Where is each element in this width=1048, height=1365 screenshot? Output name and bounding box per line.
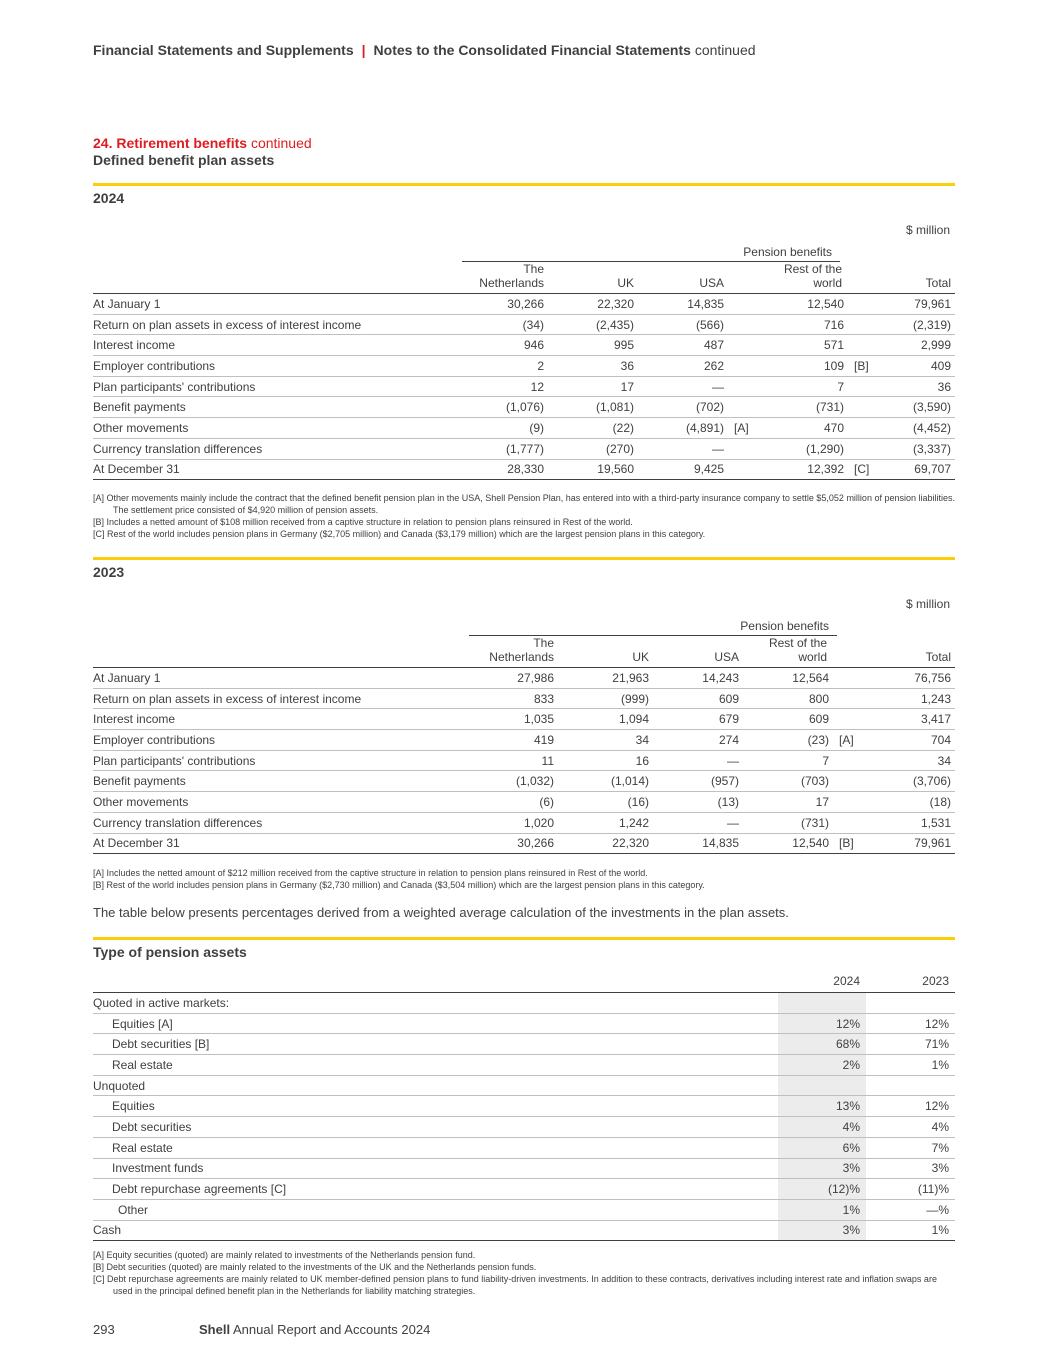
cell-value: 470 [763, 418, 848, 439]
table-row [93, 459, 955, 480]
row-label: Unquoted [93, 1075, 778, 1096]
header-row [93, 971, 955, 993]
cell-value: 12% [866, 1096, 955, 1117]
cell-value: (731) [748, 812, 833, 833]
cell-value: 22,320 [553, 294, 638, 315]
cell-value: 79,961 [888, 294, 955, 315]
cell-value: 16 [563, 750, 653, 771]
cell-value: 69,707 [888, 459, 955, 480]
footer-brand [199, 1322, 430, 1337]
header-blank [93, 971, 778, 993]
report-name: Annual Report and Accounts 2024 [232, 1322, 431, 1337]
cell-value: 409 [888, 356, 955, 377]
column-header: The Netherlands [473, 636, 558, 668]
note-ref [848, 314, 888, 335]
cell-value: 487 [643, 335, 728, 356]
table-row [93, 1179, 955, 1200]
cell-value: 3% [778, 1158, 866, 1179]
header-separator: | [361, 42, 366, 58]
column-header: Total [873, 636, 955, 668]
footnote: [B] Includes a netted amount of $108 million received from a captive structure in relation to pension plans reinsured in Rest of the world. [93, 517, 633, 527]
cell-value: 833 [473, 688, 558, 709]
row-label: Investment funds [93, 1158, 778, 1179]
header-row [93, 636, 955, 668]
cell-value: 3,417 [873, 709, 955, 730]
note-ref [728, 397, 763, 418]
row-label: Return on plan assets in excess of interest income [93, 314, 463, 335]
cell-value: 3% [866, 1158, 955, 1179]
cell-value: 2% [778, 1055, 866, 1076]
table-row [93, 294, 955, 315]
cell-value: 679 [658, 709, 743, 730]
table-body [93, 294, 955, 480]
cell-value: 1,531 [873, 812, 955, 833]
note-ref: [B] [833, 833, 873, 854]
table-row [93, 397, 955, 418]
notes-2023 [93, 867, 955, 891]
cell-value: 419 [473, 730, 558, 751]
table-row [93, 771, 955, 792]
table-row [93, 356, 955, 377]
row-label: Real estate [93, 1137, 778, 1158]
cell-value: 1,094 [563, 709, 653, 730]
cell-value: 2,999 [888, 335, 955, 356]
cell-value: (34) [463, 314, 548, 335]
column-header: Rest of the world [763, 262, 848, 294]
cell-value: 1,035 [473, 709, 558, 730]
section-continued: continued [250, 135, 312, 151]
row-label: Plan participants' contributions [93, 376, 463, 397]
cell-value: 109 [763, 356, 848, 377]
cell-value: 14,243 [658, 668, 743, 689]
cell-value: (4,452) [888, 418, 955, 439]
cell-value: 71% [866, 1034, 955, 1055]
note-ref [848, 294, 888, 315]
note-ref [833, 771, 873, 792]
cell-value: (1,290) [763, 438, 848, 459]
row-label: Quoted in active markets: [93, 993, 778, 1014]
cell-value: (18) [873, 792, 955, 813]
table-row [93, 750, 955, 771]
cell-value: (4,891) [643, 418, 728, 439]
table-row [93, 1220, 955, 1241]
cell-value: 274 [658, 730, 743, 751]
row-label: At January 1 [93, 668, 473, 689]
cell-value: (2,435) [553, 314, 638, 335]
cell-value: (13) [658, 792, 743, 813]
footnote: [B] Rest of the world includes pension plans in Germany ($2,730 million) and Canada ($3,504 million) which are the largest pension plans in this category. [93, 880, 705, 890]
table-row [93, 314, 955, 335]
cell-value: (22) [553, 418, 638, 439]
types-header [93, 971, 955, 993]
cell-value: 12,564 [748, 668, 833, 689]
cell-value: 68% [778, 1034, 866, 1055]
yellow-rule-2024 [93, 183, 955, 186]
cell-value: (702) [643, 397, 728, 418]
cell-value: (957) [658, 771, 743, 792]
note-header [848, 262, 888, 294]
cell-value: 12,392 [763, 459, 848, 480]
brand-name: Shell [199, 1322, 231, 1337]
cell-value: (12)% [778, 1179, 866, 1200]
notes-types [93, 1249, 955, 1297]
header-note: Notes to the Consolidated Financial Statements [373, 42, 691, 58]
cell-value: 262 [643, 356, 728, 377]
row-label: Benefit payments [93, 397, 463, 418]
row-label: Other movements [93, 418, 463, 439]
header-row [93, 262, 955, 294]
yellow-rule-2023 [93, 557, 955, 560]
types-body [93, 993, 955, 1241]
note-ref [848, 335, 888, 356]
cell-value: 11 [473, 750, 558, 771]
column-header: The Netherlands [463, 262, 548, 294]
table-row [93, 1013, 955, 1034]
cell-value: (2,319) [888, 314, 955, 335]
cell-value: (1,777) [463, 438, 548, 459]
table-row [93, 1055, 955, 1076]
note-ref [848, 418, 888, 439]
note-ref [728, 459, 763, 480]
cell-value: —% [866, 1199, 955, 1220]
header-continued: continued [694, 42, 756, 58]
note-ref [728, 376, 763, 397]
table-row [93, 1199, 955, 1220]
cell-value: 19,560 [553, 459, 638, 480]
cell-value: 36 [888, 376, 955, 397]
row-label: Interest income [93, 335, 463, 356]
cell-value: (23) [748, 730, 833, 751]
cell-value: — [643, 376, 728, 397]
row-label: Plan participants' contributions [93, 750, 473, 771]
cell-value: 12 [463, 376, 548, 397]
table-row [93, 335, 955, 356]
note-ref: [A] [833, 730, 873, 751]
cell-value: 34 [563, 730, 653, 751]
row-label: Cash [93, 1220, 778, 1241]
section-title-text: 24. Retirement benefits [93, 135, 248, 151]
row-label: Debt securities [B] [93, 1034, 778, 1055]
table-row [93, 418, 955, 439]
note-ref [848, 376, 888, 397]
column-header: USA [643, 262, 728, 294]
note-ref: [A] [728, 418, 763, 439]
cell-value: (9) [463, 418, 548, 439]
pension-asset-types-table [93, 971, 955, 1241]
row-label: Real estate [93, 1055, 778, 1076]
cell-value: 17 [748, 792, 833, 813]
table-row [93, 1158, 955, 1179]
footnote: [A] Includes the netted amount of $212 million received from the captive structure in relation to pension plans reinsured in Rest of the world. [93, 868, 648, 878]
note-header [833, 636, 873, 668]
year-header: 2024 [778, 971, 866, 993]
column-header: Total [888, 262, 955, 294]
cell-value: 946 [463, 335, 548, 356]
cell-value: 609 [658, 688, 743, 709]
cell-value: (6) [473, 792, 558, 813]
page-number: 293 [93, 1322, 115, 1337]
cell-value: 13% [778, 1096, 866, 1117]
cell-value: 1,242 [563, 812, 653, 833]
footnote: [C] Rest of the world includes pension plans in Germany ($2,705 million) and Canada ($3,179 million) which are the largest pension plans in this category. [93, 529, 706, 539]
column-header: UK [563, 636, 653, 668]
unit-label-2024: $ million [905, 223, 950, 237]
header-blank [93, 262, 463, 294]
cell-value [778, 993, 866, 1014]
row-label: Other movements [93, 792, 473, 813]
note-ref [833, 668, 873, 689]
header-section: Financial Statements and Supplements [93, 42, 354, 58]
row-label: Return on plan assets in excess of interest income [93, 688, 473, 709]
notes-2024 [93, 492, 955, 540]
cell-value: 17 [553, 376, 638, 397]
table-header [93, 636, 955, 668]
table-header [93, 262, 955, 294]
table-row [93, 833, 955, 854]
cell-value: 6% [778, 1137, 866, 1158]
footnote: [A] Equity securities (quoted) are mainly related to investments of the Netherlands pension fund. [93, 1250, 476, 1260]
footnote: [C] Debt repurchase agreements are mainly related to UK member-defined pension plans to fund liability-driven investments. In addition to these contracts, derivatives including interest rate and inflation swaps are used in the principal defined benefit plan in the Netherlands for liability matching strategies. [93, 1274, 937, 1296]
cell-value: (1,014) [563, 771, 653, 792]
row-label: Currency translation differences [93, 438, 463, 459]
cell-value: — [658, 750, 743, 771]
row-label: Equities [93, 1096, 778, 1117]
cell-value: (16) [563, 792, 653, 813]
cell-value: 12,540 [748, 833, 833, 854]
cell-value: 1% [778, 1199, 866, 1220]
table-row [93, 1034, 955, 1055]
unit-label-2023: $ million [905, 597, 950, 611]
cell-value: 4% [866, 1117, 955, 1138]
pension-benefits-header-2024: Pension benefits [462, 245, 840, 262]
cell-value: (3,590) [888, 397, 955, 418]
cell-value: 4% [778, 1117, 866, 1138]
footnote: [A] Other movements mainly include the contract that the defined benefit pension plan in the USA, Shell Pension Plan, has entered into with a third-party insurance company to settle $5,052 million of pension liabilities. The settlement price consisted of $4,920 million of pension assets. [93, 493, 955, 515]
cell-value: (703) [748, 771, 833, 792]
row-label: Debt securities [93, 1117, 778, 1138]
cell-value: (1,032) [473, 771, 558, 792]
column-header: USA [658, 636, 743, 668]
cell-value: 9,425 [643, 459, 728, 480]
cell-value: (270) [553, 438, 638, 459]
table-row [93, 688, 955, 709]
header-blank [93, 636, 473, 668]
cell-value: 30,266 [463, 294, 548, 315]
cell-value: — [658, 812, 743, 833]
table-row [93, 730, 955, 751]
running-header [93, 42, 756, 58]
table-row [93, 668, 955, 689]
cell-value: 22,320 [563, 833, 653, 854]
year-title-2024: 2024 [93, 190, 125, 206]
plan-assets-table-2023 [93, 636, 955, 854]
cell-value: 995 [553, 335, 638, 356]
cell-value: (3,337) [888, 438, 955, 459]
note-ref [833, 792, 873, 813]
cell-value: (3,706) [873, 771, 955, 792]
cell-value: 571 [763, 335, 848, 356]
cell-value: 14,835 [643, 294, 728, 315]
cell-value: 79,961 [873, 833, 955, 854]
note-ref [833, 750, 873, 771]
table-row [93, 1096, 955, 1117]
row-label: Interest income [93, 709, 473, 730]
row-label: At December 31 [93, 459, 463, 480]
cell-value: 7 [748, 750, 833, 771]
section-subtitle: Defined benefit plan assets [93, 152, 275, 168]
cell-value: (1,081) [553, 397, 638, 418]
row-label: Currency translation differences [93, 812, 473, 833]
row-label: Equities [A] [93, 1013, 778, 1034]
yellow-rule-types [93, 937, 955, 940]
note-ref [833, 688, 873, 709]
cell-value [778, 1075, 866, 1096]
cell-value: 30,266 [473, 833, 558, 854]
table-row [93, 376, 955, 397]
note-ref [728, 335, 763, 356]
table-row [93, 438, 955, 459]
cell-value: 14,835 [658, 833, 743, 854]
note-ref [728, 438, 763, 459]
cell-value: 76,756 [873, 668, 955, 689]
cell-value: 21,963 [563, 668, 653, 689]
table-row [93, 1075, 955, 1096]
cell-value: 716 [763, 314, 848, 335]
note-ref: [B] [848, 356, 888, 377]
cell-value: 7 [763, 376, 848, 397]
cell-value: 800 [748, 688, 833, 709]
cell-value: 1% [866, 1055, 955, 1076]
table-row [93, 812, 955, 833]
plan-assets-table-2024 [93, 262, 955, 480]
row-label: Employer contributions [93, 730, 473, 751]
cell-value: 34 [873, 750, 955, 771]
intro-paragraph: The table below presents percentages derived from a weighted average calculation of the investments in the plan assets. [93, 905, 789, 920]
column-header: UK [553, 262, 638, 294]
cell-value: 28,330 [463, 459, 548, 480]
page-footer [93, 1322, 431, 1337]
table-row [93, 993, 955, 1014]
note-ref: [C] [848, 459, 888, 480]
cell-value: 1,020 [473, 812, 558, 833]
types-title: Type of pension assets [93, 944, 247, 960]
note-ref [833, 812, 873, 833]
row-label: Other [93, 1199, 778, 1220]
note-header [728, 262, 763, 294]
cell-value: (1,076) [463, 397, 548, 418]
column-header: Rest of the world [748, 636, 833, 668]
footnote: [B] Debt securities (quoted) are mainly related to the investments of the UK and the Netherlands pension funds. [93, 1262, 537, 1272]
cell-value: (999) [563, 688, 653, 709]
cell-value: 704 [873, 730, 955, 751]
cell-value: 1% [866, 1220, 955, 1241]
cell-value: 12% [866, 1013, 955, 1034]
table-row [93, 792, 955, 813]
cell-value: — [643, 438, 728, 459]
cell-value: 1,243 [873, 688, 955, 709]
row-label: Debt repurchase agreements [C] [93, 1179, 778, 1200]
cell-value [866, 1075, 955, 1096]
cell-value: (11)% [866, 1179, 955, 1200]
note-ref [848, 438, 888, 459]
row-label: Benefit payments [93, 771, 473, 792]
note-ref [728, 294, 763, 315]
section-title [93, 135, 312, 151]
pension-benefits-header-2023: Pension benefits [469, 619, 837, 636]
note-ref [728, 314, 763, 335]
cell-value: 3% [778, 1220, 866, 1241]
cell-value: (731) [763, 397, 848, 418]
cell-value: (566) [643, 314, 728, 335]
cell-value [866, 993, 955, 1014]
table-body [93, 668, 955, 854]
cell-value: 7% [866, 1137, 955, 1158]
cell-value: 27,986 [473, 668, 558, 689]
note-ref [728, 356, 763, 377]
row-label: Employer contributions [93, 356, 463, 377]
table-row [93, 1137, 955, 1158]
cell-value: 12,540 [763, 294, 848, 315]
note-ref [833, 709, 873, 730]
year-header: 2023 [866, 971, 955, 993]
table-row [93, 709, 955, 730]
row-label: At January 1 [93, 294, 463, 315]
note-ref [848, 397, 888, 418]
cell-value: 12% [778, 1013, 866, 1034]
row-label: At December 31 [93, 833, 473, 854]
table-row [93, 1117, 955, 1138]
cell-value: 609 [748, 709, 833, 730]
year-title-2023: 2023 [93, 564, 125, 580]
cell-value: 2 [463, 356, 548, 377]
cell-value: 36 [553, 356, 638, 377]
